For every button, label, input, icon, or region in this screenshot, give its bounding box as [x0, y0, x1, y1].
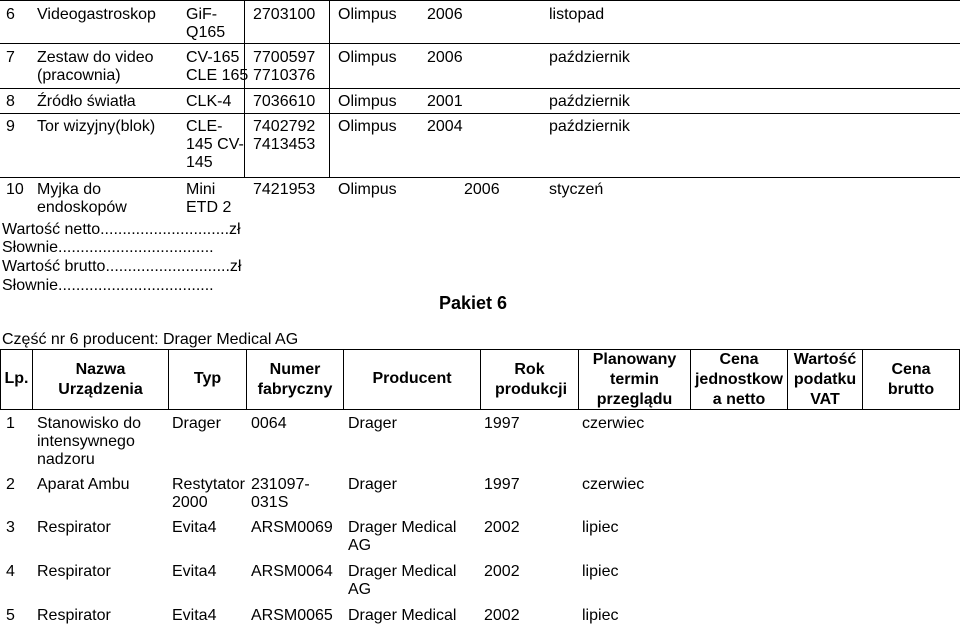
- summary-netto: Wartość netto.............................zł: [2, 221, 241, 238]
- cell-rok: 1997: [484, 415, 520, 432]
- cell-lp: 7: [6, 49, 15, 66]
- cell-lp: 3: [6, 519, 15, 536]
- cell-termin: październik: [549, 93, 630, 110]
- czesc-title: Część nr 6 producent: Drager Medical AG: [2, 331, 299, 348]
- cell-name: Respirator: [37, 519, 111, 536]
- cell-lp: 10: [6, 181, 24, 198]
- cell-name: Źródło światła: [37, 93, 136, 110]
- cell-producent: Olimpus: [338, 118, 397, 135]
- cell-name: intensywnego: [37, 433, 135, 450]
- cell-rok: 2004: [427, 118, 463, 135]
- cell-name: Respirator: [37, 563, 111, 580]
- cell-rok: 2006: [464, 181, 500, 198]
- cell-typ: Restytator: [172, 476, 245, 493]
- cell-typ: Q165: [186, 24, 226, 41]
- cell-termin: październik: [549, 49, 630, 66]
- cell-name: Respirator: [37, 607, 111, 624]
- cell-termin: lipiec: [582, 607, 619, 624]
- cell-numer: ARSM0069: [251, 519, 333, 536]
- header-numer: Numer fabryczny: [257, 361, 333, 398]
- cell-producent: Olimpus: [338, 49, 397, 66]
- cell-typ: CLK-4: [186, 93, 232, 110]
- cell-rok: 1997: [484, 476, 520, 493]
- cell-typ: ETD 2: [186, 199, 232, 216]
- summary-slownie: Słownie...................................: [2, 277, 214, 294]
- cell-rok: 2001: [427, 93, 463, 110]
- cell-rok: 2002: [484, 563, 520, 580]
- summary-slownie: Słownie...................................: [2, 239, 214, 256]
- header-cena-brutto: Cena brutto: [887, 361, 935, 398]
- summary-brutto: Wartość brutto............................zł: [2, 258, 242, 275]
- header-typ: Typ: [193, 370, 222, 387]
- cell-rok: 2006: [427, 6, 463, 23]
- cell-numer: 7413453: [253, 136, 316, 153]
- cell-name: Stanowisko do: [37, 415, 142, 432]
- header-cena-netto: Cena jednostkow a netto: [694, 351, 783, 408]
- header-vat: Wartość podatku VAT: [793, 351, 857, 408]
- header-nazwa: Nazwa Urządzenia: [58, 361, 143, 398]
- cell-name: Tor wizyjny(blok): [37, 118, 156, 135]
- header-rok: Rok produkcji: [495, 361, 568, 398]
- cell-producent: Olimpus: [338, 93, 397, 110]
- cell-lp: 8: [6, 93, 15, 110]
- cell-numer: 231097-: [251, 476, 310, 493]
- cell-name: nadzoru: [37, 451, 95, 468]
- cell-lp: 1: [6, 415, 15, 432]
- cell-typ: Drager: [172, 415, 221, 432]
- cell-producent: Drager: [348, 476, 397, 493]
- cell-rok: 2002: [484, 519, 520, 536]
- pakiet-title: Pakiet 6: [439, 293, 508, 313]
- cell-numer: 7402792: [253, 118, 316, 135]
- cell-typ: 145 CV-: [186, 136, 244, 153]
- cell-termin: lipiec: [582, 563, 619, 580]
- cell-numer: 7421953: [253, 181, 316, 198]
- cell-name: Aparat Ambu: [37, 476, 130, 493]
- cell-lp: 5: [6, 607, 15, 624]
- cell-producent: AG: [348, 581, 372, 598]
- cell-termin: styczeń: [549, 181, 604, 198]
- cell-typ: CLE 165: [186, 67, 249, 84]
- cell-rok: 2006: [427, 49, 463, 66]
- cell-numer: 7036610: [253, 93, 316, 110]
- cell-typ: 2000: [172, 494, 208, 511]
- cell-numer: ARSM0065: [251, 607, 333, 624]
- cell-termin: listopad: [549, 6, 605, 23]
- cell-typ: CV-165: [186, 49, 240, 66]
- cell-typ: 145: [186, 154, 213, 171]
- cell-name: (pracownia): [37, 67, 121, 84]
- cell-typ: CLE-: [186, 118, 223, 135]
- cell-lp: 2: [6, 476, 15, 493]
- header-producent: Producent: [372, 370, 452, 387]
- cell-typ: Evita4: [172, 607, 217, 624]
- cell-termin: lipiec: [582, 519, 619, 536]
- cell-producent: Olimpus: [338, 181, 397, 198]
- cell-numer: 031S: [251, 494, 289, 511]
- cell-producent: AG: [348, 537, 372, 554]
- header-lp: Lp.: [4, 370, 29, 387]
- cell-termin: czerwiec: [582, 476, 645, 493]
- cell-producent: Drager: [348, 415, 397, 432]
- cell-typ: GiF-: [186, 6, 218, 23]
- cell-numer: 7700597: [253, 49, 316, 66]
- cell-termin: czerwiec: [582, 415, 645, 432]
- cell-producent: Olimpus: [338, 6, 397, 23]
- cell-termin: październik: [549, 118, 630, 135]
- cell-name: Myjka do: [37, 181, 102, 198]
- header-termin: Planowany termin przeglądu: [592, 351, 677, 408]
- cell-lp: 6: [6, 6, 15, 23]
- cell-lp: 4: [6, 563, 15, 580]
- cell-producent: Drager Medical: [348, 519, 457, 536]
- cell-numer: 0064: [251, 415, 287, 432]
- cell-producent: Drager Medical: [348, 607, 457, 624]
- cell-rok: 2002: [484, 607, 520, 624]
- cell-name: endoskopów: [37, 199, 127, 216]
- cell-numer: 2703100: [253, 6, 316, 23]
- cell-lp: 9: [6, 118, 15, 135]
- cell-name: Zestaw do video: [37, 49, 154, 66]
- cell-typ: Evita4: [172, 519, 217, 536]
- cell-numer: 7710376: [253, 67, 316, 84]
- cell-name: Videogastroskop: [37, 6, 156, 23]
- cell-numer: ARSM0064: [251, 563, 333, 580]
- cell-producent: Drager Medical: [348, 563, 457, 580]
- cell-typ: Mini: [186, 181, 216, 198]
- cell-typ: Evita4: [172, 563, 217, 580]
